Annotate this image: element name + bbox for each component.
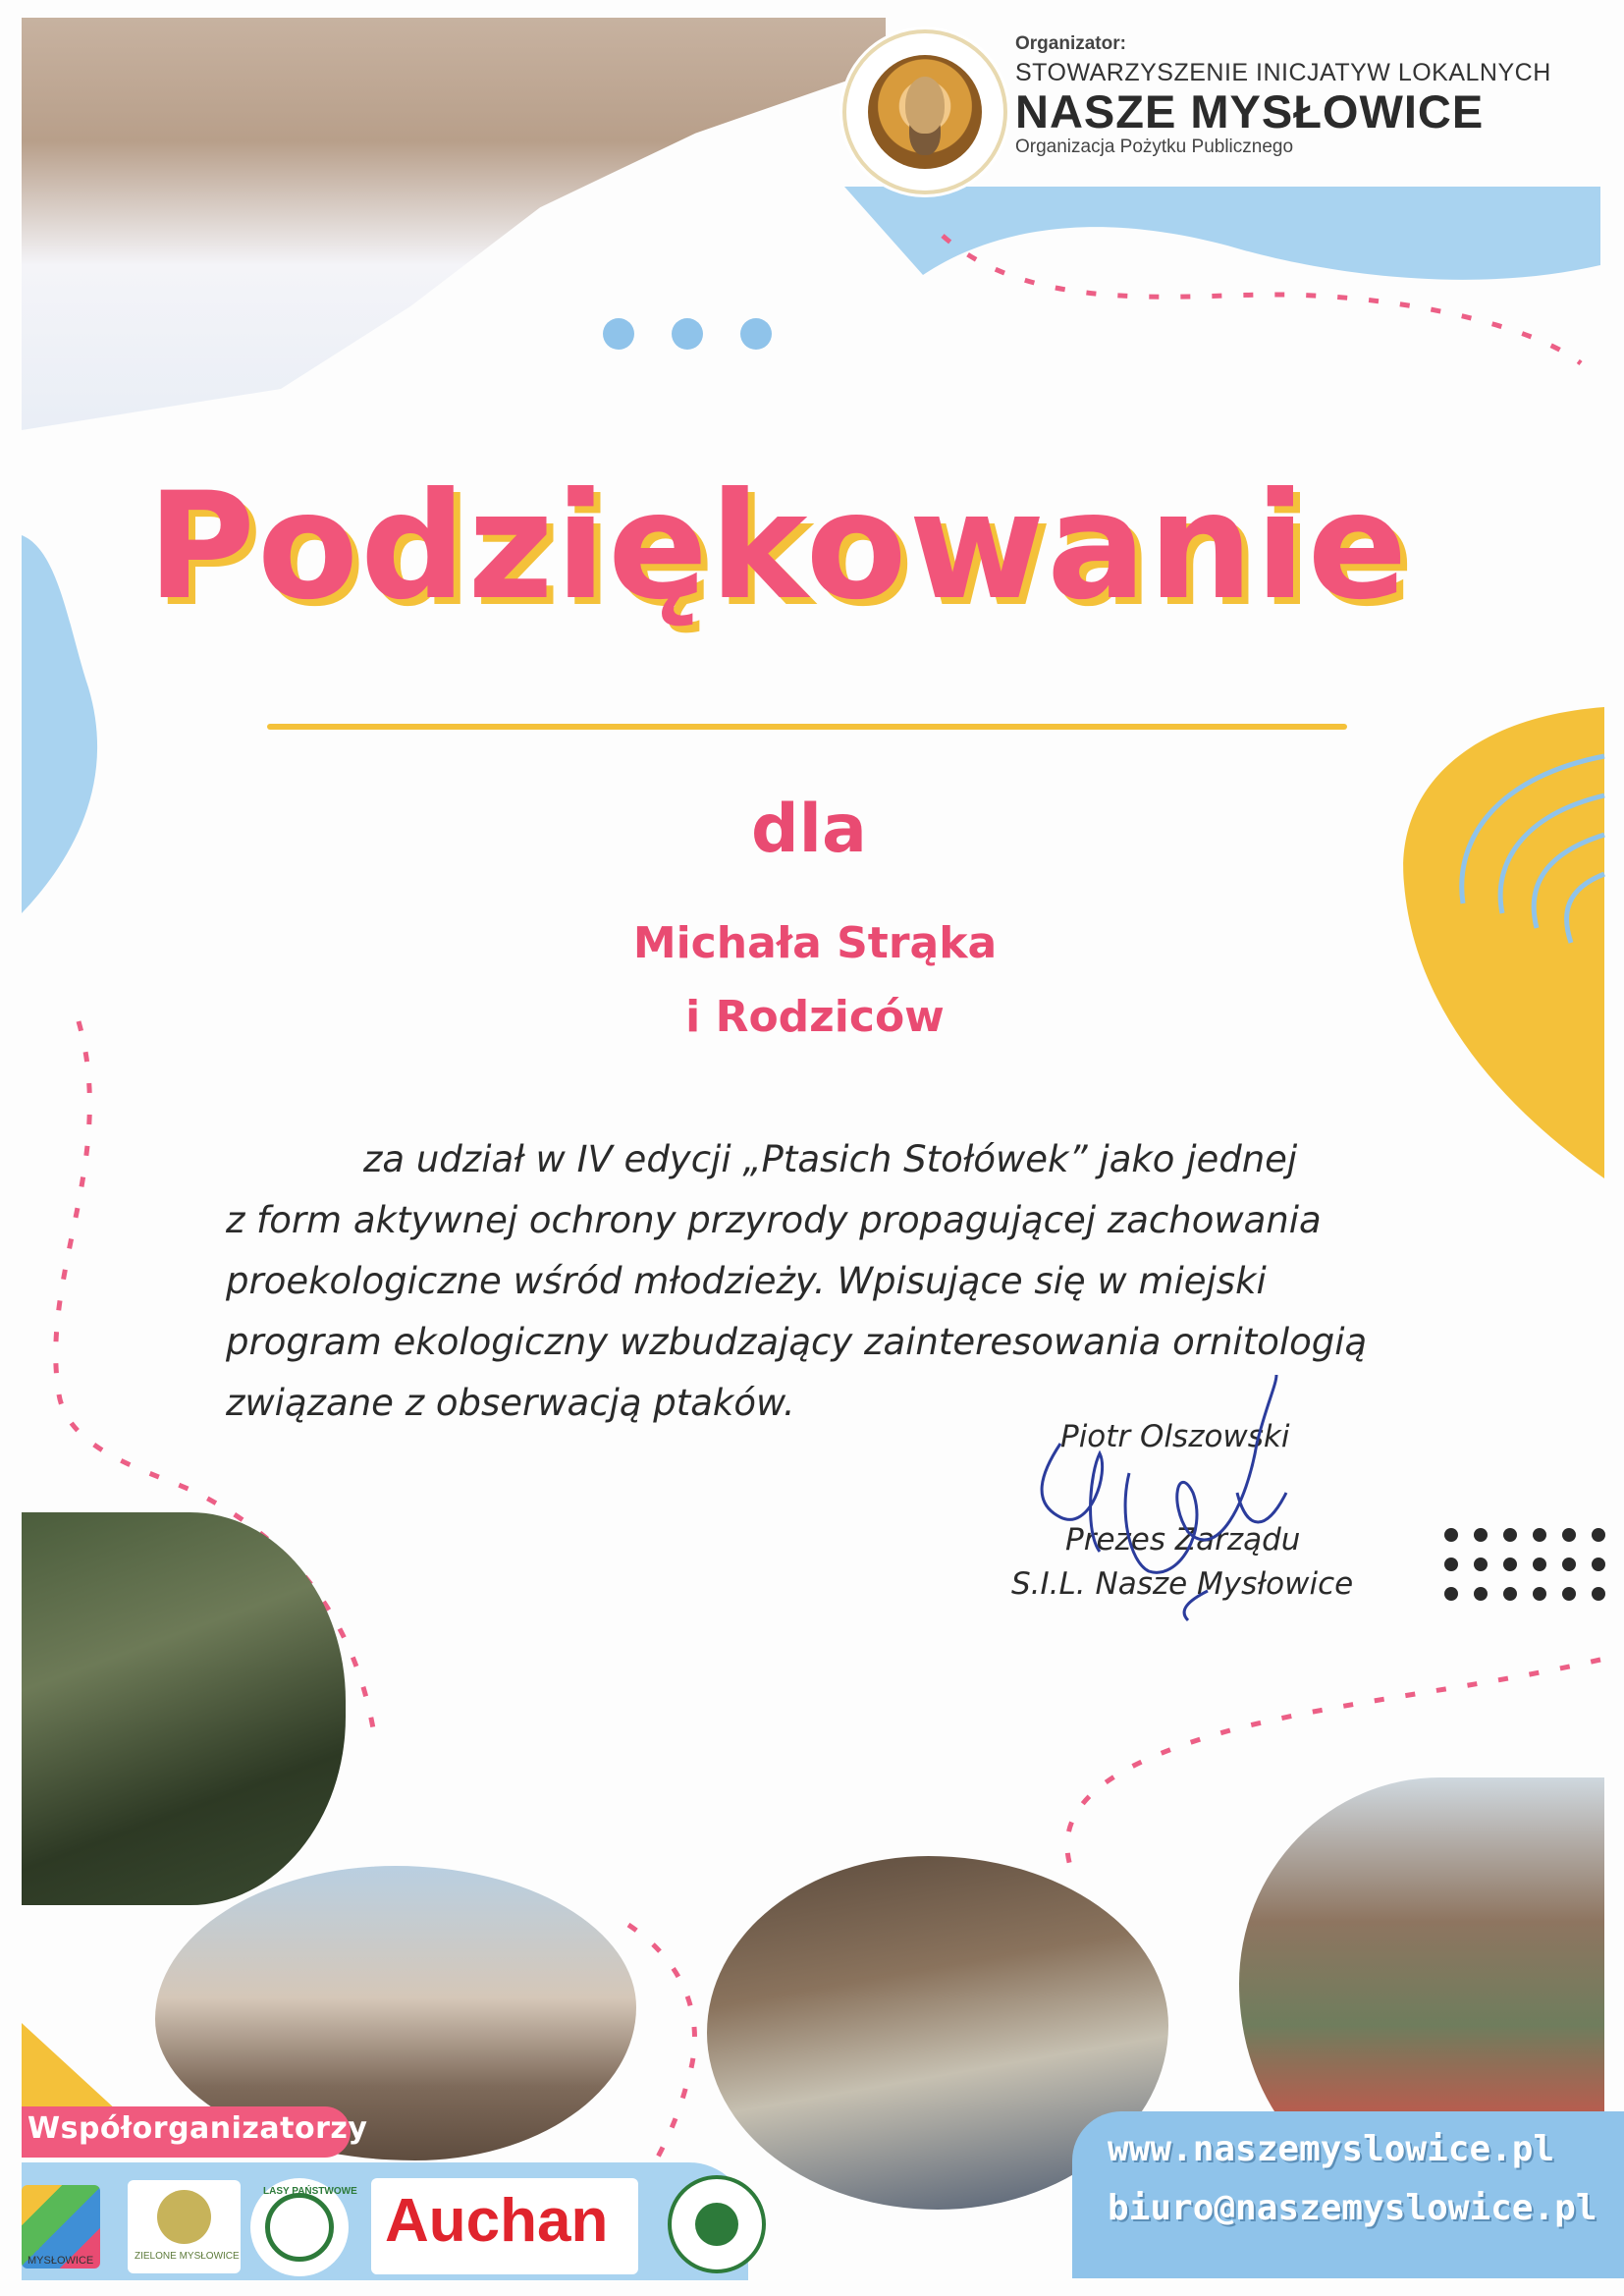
jay-bird-photo <box>22 1512 346 1905</box>
body-line: z form aktywnej ochrony przyrody propagującej zachowania <box>226 1199 1322 1241</box>
zielone-myslowice-text: ZIELONE MYSŁOWICE <box>135 2251 240 2262</box>
body-line: program ekologiczny wzbudzający zainteresowania ornitologią <box>226 1321 1368 1363</box>
body-line: za udział w IV edycji „Ptasich Stołówek” jako jednej <box>363 1138 1298 1180</box>
body-line: związane z obserwacją ptaków. <box>226 1382 795 1424</box>
signatory-role: Prezes Zarządu <box>1065 1522 1301 1558</box>
title-underline <box>267 724 1347 730</box>
organizer-name-line2: NASZE MYSŁOWICE <box>1015 85 1485 137</box>
for-label: dla <box>751 791 867 868</box>
body-line: proekologiczne wśród młodzieży. Wpisujące się w miejski <box>226 1260 1267 1302</box>
lasy-panstwowe-emblem <box>265 2193 334 2262</box>
website-link[interactable]: www.naszemyslowice.pl <box>1108 2129 1555 2169</box>
certificate-title: Podziękowanie <box>147 462 1410 632</box>
organization-seal-logo <box>842 29 1007 194</box>
signatory-organization: S.I.L. Nasze Mysłowice <box>1011 1566 1354 1602</box>
zielone-myslowice-emblem <box>157 2190 211 2244</box>
organizer-name-line1: STOWARZYSZENIE INICJATYW LOKALNYCH <box>1015 59 1551 86</box>
organizer-label: Organizator: <box>1015 33 1126 54</box>
signatory-name: Piotr Olszowski <box>1060 1419 1290 1454</box>
auchan-logo-text: Auchan <box>385 2187 609 2255</box>
certificate-body <box>226 1129 1502 1434</box>
myslowice-logo-text: MYSŁOWICE <box>27 2255 94 2267</box>
lasy-panstwowe-text: LASY PAŃSTWOWE <box>263 2186 357 2197</box>
organizer-status: Organizacja Pożytku Publicznego <box>1015 137 1294 157</box>
email-link[interactable]: biuro@naszemyslowice.pl <box>1108 2188 1597 2228</box>
hunting-association-emblem <box>695 2203 738 2246</box>
coorganizers-label: Współorganizatorzy <box>27 2111 368 2146</box>
recipient-name: Michała Strąka <box>632 918 998 968</box>
recipient-parents: i Rodziców <box>685 992 945 1042</box>
organizer-block <box>1015 33 1551 158</box>
